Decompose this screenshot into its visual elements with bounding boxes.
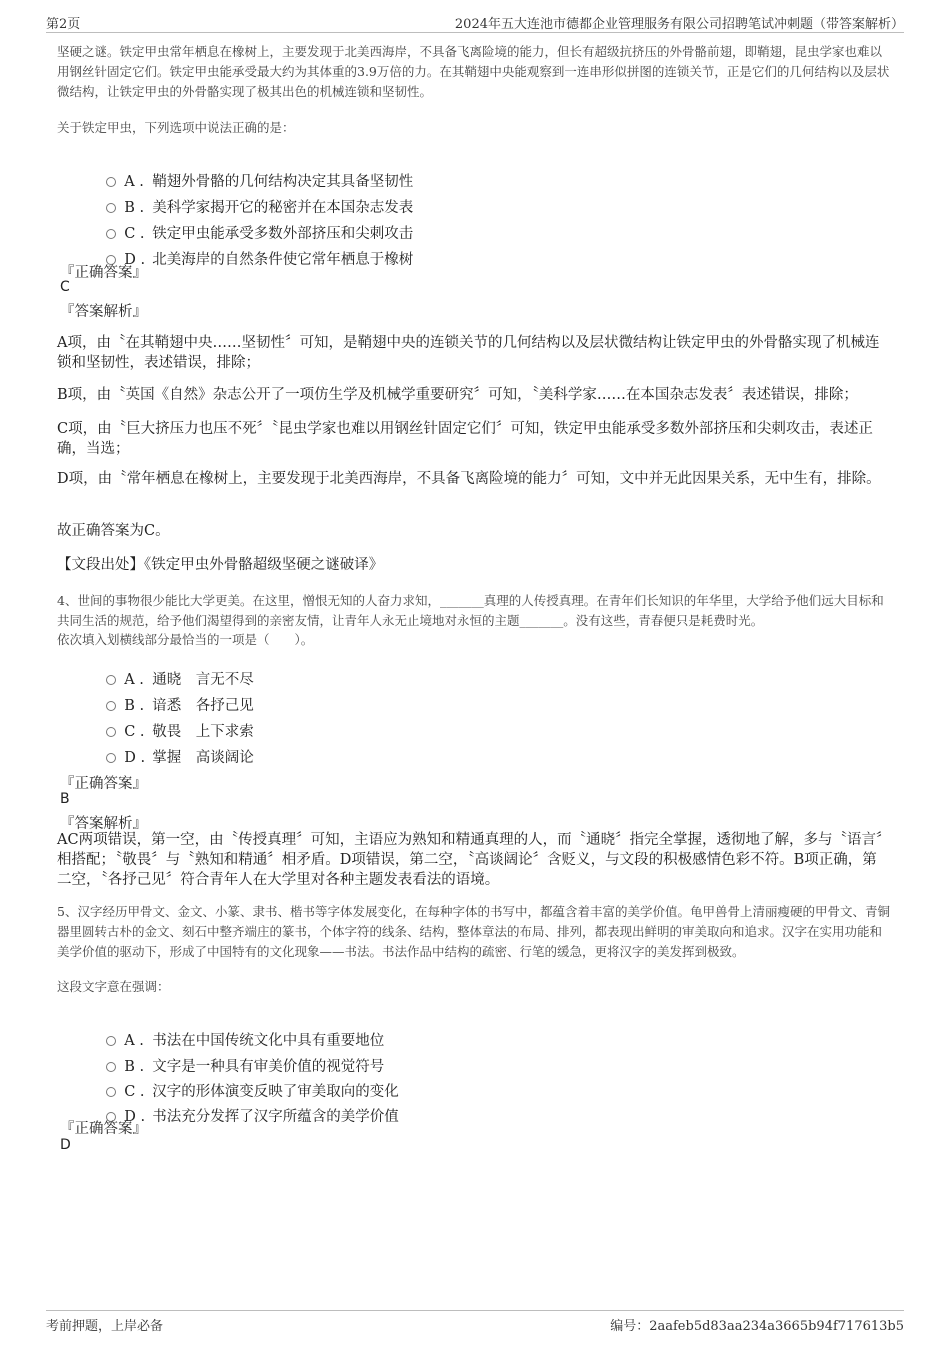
q3-analysis-d: D项，由〝常年栖息在橡树上，主要发现于北美西海岸，不具备飞离险境的能力〞可知，文中并无此因果关系，无中生有，排除。 bbox=[57, 471, 881, 487]
q4-answer: B bbox=[60, 791, 70, 807]
page-footer bbox=[46, 1310, 904, 1337]
q3-option-a[interactable]: A . 鞘翅外骨骼的几何结构决定其具备坚韧性 bbox=[97, 154, 413, 191]
footer-slogan: 考前押题，上岸必备 bbox=[46, 1319, 164, 1334]
q4-option-a[interactable]: A . 通晓 言无不尽 bbox=[97, 652, 254, 689]
q3-conclusion: 故正确答案为C。 bbox=[57, 523, 170, 539]
q3-option-d[interactable]: D . 北美海岸的自然条件使它常年栖息于橡树 bbox=[97, 232, 413, 269]
q3-source: 【文段出处】《铁定甲虫外骨骼超级坚硬之谜破译》 bbox=[57, 557, 384, 573]
q5-option-a[interactable]: A . 书法在中国传统文化中具有重要地位 bbox=[97, 1013, 384, 1050]
q3-answer-label: 『正确答案』 bbox=[60, 265, 147, 281]
page-number: 第2页 bbox=[46, 17, 81, 32]
q5-question: 这段文字意在强调： bbox=[57, 979, 170, 994]
q3-analysis-a: A项，由〝在其鞘翅中央……坚韧性〞可知，是鞘翅中央的连锁关节的几何结构以及层状微结构让铁定甲虫的外骨骼实现了机械连锁和坚韧性，表述错误，排除； bbox=[57, 335, 880, 371]
footer-serial: 编号：2aafeb5d83aa234a3665b94f717613b5 bbox=[610, 1319, 904, 1334]
q5-option-b[interactable]: B . 文字是一种具有审美价值的视觉符号 bbox=[97, 1039, 384, 1076]
q4-option-c[interactable]: C . 敬畏 上下求索 bbox=[97, 704, 254, 741]
q3-analysis-label: 『答案解析』 bbox=[60, 304, 147, 320]
radio-icon[interactable] bbox=[106, 753, 116, 763]
q4-analysis-label: 『答案解析』 bbox=[60, 816, 147, 832]
q4-analysis: AC两项错误，第一空，由〝传授真理〞可知，主语应为熟知和精通真理的人，而〝通晓〞指完全掌握，透彻地了解，多与〝语言〞相搭配；〝敬畏〞与〝熟知和精通〞相矛盾。D项错误，第二空，〝高谈阔论〞含贬义，与文段的积极感情色彩不符。B项正确，第二空，〝各抒己见〞符合青年人在大学里对各种主题发表看法的语境。 bbox=[57, 832, 884, 888]
q4-stem: 4、世间的事物很少能比大学更美。在这里，憎恨无知的人奋力求知，_______真理的人传授真理。在青年们长知识的年华里，大学给予他们远大目标和共同生活的规范，给予他们渴望得到的亲密友情，让青年人永无止境地对永恒的主题_______。没有这些，青春便只是耗费时光。 bbox=[57, 593, 884, 628]
q4-question: 依次填入划横线部分最恰当的一项是（ ）。 bbox=[57, 632, 314, 647]
q5-stem: 5、汉字经历甲骨文、金文、小篆、隶书、楷书等字体发展变化，在每种字体的书写中，都蕴含着丰富的美学价值。龟甲兽骨上清丽瘦硬的甲骨文、青铜器里圆转古朴的金文、刻石中整齐端庄的篆书，个体字符的线条、结构，整体章法的布局、排列，都表现出鲜明的审美取向和追求。汉字在实用功能和美学价值的驱动下，形成了中国特有的文化现象——书法。书法作品中结构的疏密、行笔的缓急，更将汉字的美发挥到极致。 bbox=[57, 904, 890, 959]
q5-answer: D bbox=[60, 1137, 71, 1153]
q3-option-c[interactable]: C . 铁定甲虫能承受多数外部挤压和尖刺攻击 bbox=[97, 206, 413, 243]
page-header bbox=[46, 10, 904, 33]
q5-option-d[interactable]: D . 书法充分发挥了汉字所蕴含的美学价值 bbox=[97, 1089, 399, 1126]
q3-answer: C bbox=[60, 279, 70, 295]
q3-passage: 坚硬之谜。铁定甲虫常年栖息在橡树上，主要发现于北美西海岸，不具备飞离险境的能力，但长有超级抗挤压的外骨骼前翅，即鞘翅，昆虫学家也难以用钢丝针固定它们。铁定甲虫能承受最大约为其体重的3.9万倍的力。在其鞘翅中央能观察到一连串形似拼图的连锁关节，正是它们的几何结构以及层状微结构，让铁定甲虫的外骨骼实现了极其出色的机械连锁和坚韧性。 bbox=[57, 44, 890, 99]
document-title: 2024年五大连池市德都企业管理服务有限公司招聘笔试冲刺题（带答案解析） bbox=[454, 17, 904, 32]
q3-analysis-c: C项，由〝巨大挤压力也压不死〞〝昆虫学家也难以用钢丝针固定它们〞可知，铁定甲虫能承受多数外部挤压和尖刺攻击，表述正确，当选； bbox=[57, 421, 873, 457]
q4-answer-label: 『正确答案』 bbox=[60, 776, 147, 792]
q3-question: 关于铁定甲虫，下列选项中说法正确的是： bbox=[57, 120, 295, 135]
q3-analysis-b: B项，由〝英国《自然》杂志公开了一项仿生学及机械学重要研究〞可知，〝美科学家……在本国杂志发表〞表述错误，排除； bbox=[57, 387, 858, 403]
q4-option-d[interactable]: D . 掌握 高谈阔论 bbox=[97, 730, 254, 767]
q5-option-c[interactable]: C . 汉字的形体演变反映了审美取向的变化 bbox=[97, 1064, 399, 1101]
q4-option-b[interactable]: B . 谙悉 各抒己见 bbox=[97, 678, 254, 715]
q3-option-b[interactable]: B . 美科学家揭开它的秘密并在本国杂志发表 bbox=[97, 180, 413, 217]
q5-answer-label: 『正确答案』 bbox=[60, 1121, 147, 1137]
